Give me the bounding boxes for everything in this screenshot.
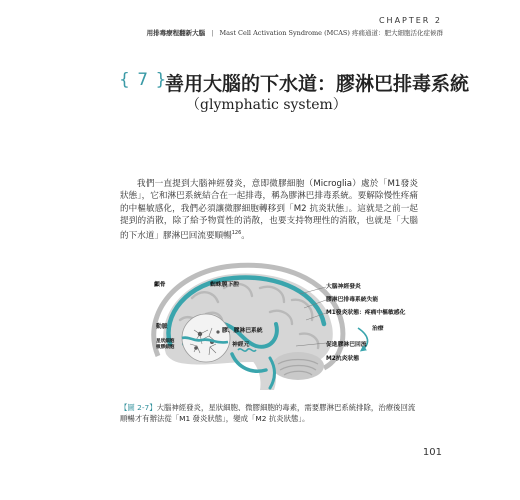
header-separator: |: [211, 29, 214, 37]
label-inflammation: 大腦神經發炎: [326, 284, 361, 290]
section-number: { 7 }: [119, 70, 168, 90]
brain-glymphatic-figure: [120, 258, 420, 390]
label-m1-state: M1發炎狀態：疼痛中樞敏感化: [326, 310, 406, 316]
label-glymphatic: 膠、膠淋巴系統: [222, 328, 263, 334]
body-paragraph: [120, 178, 418, 242]
figure-caption: [120, 402, 420, 424]
label-astrocyte: 星狀細胞: [156, 339, 175, 344]
body-paragraph-end: 。: [241, 231, 250, 242]
page-number: 101: [422, 447, 442, 458]
caption-text: 大腦神經發炎，星狀細胞、微膠細胞的毒素，需要膠淋巴系統排除，治療後回流順暢才有辦法從「M1 發炎狀態」，變成「M2 抗炎狀態」。: [120, 403, 416, 423]
footnote-reference: 126: [231, 230, 242, 237]
label-m2-state: M2抗炎狀態: [326, 356, 359, 362]
label-neuron: 神經元: [232, 342, 250, 348]
label-skull: 顱骨: [154, 282, 166, 288]
running-header: [147, 28, 443, 37]
label-failure: 膠淋巴排毒系統失能: [326, 297, 379, 303]
label-artery: 動脈: [156, 324, 168, 330]
label-treatment: 治療: [372, 326, 384, 332]
chapter-label: CHAPTER 2: [378, 16, 442, 25]
label-subarachnoid: 蜘蛛膜下腔: [210, 282, 239, 288]
chapter-title: Mast Cell Activation Syndrome (MCAS) 疼痛通道：肥大細胞活化症候群: [219, 29, 443, 37]
section-title: 善用大腦的下水道：膠淋巴排毒系統: [165, 73, 470, 95]
section-subtitle: （glymphatic system）: [186, 97, 347, 113]
figure-number: 【圖 2-7】: [120, 403, 157, 412]
label-restore-flow: 促進膠淋巴回流: [326, 342, 367, 348]
label-microglia: 微膠細胞: [156, 345, 175, 350]
body-paragraph-text: 我們一直提到大腦神經發炎，意即微膠細胞（Microglia）處於「M1發炎狀態」，它和淋巴系統結合在一起排毒，稱為膠淋巴排毒系統。要解除慢性疼痛的中樞敏感化，我們必須讓微膠細胞轉移到「M2 抗炎狀態」。這就是之前一起提到的消散，除了給予物質性的消散，也要支持物理性的消散，也就是「大腦的下水道」膠淋巴回流要順暢: [120, 179, 418, 242]
book-title: 用排毒療程翻新大腦: [146, 29, 206, 37]
